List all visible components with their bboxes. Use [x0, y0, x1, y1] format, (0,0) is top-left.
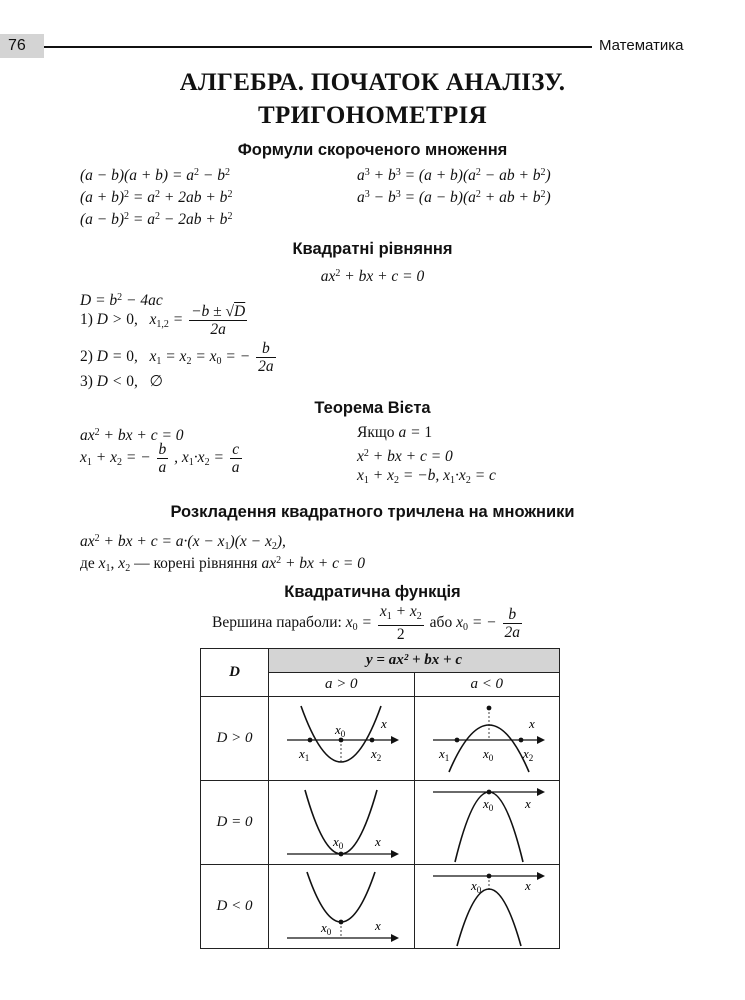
- dot-icon: [486, 705, 491, 710]
- dot-icon: [518, 737, 523, 742]
- label-x0: $x_0$: [333, 833, 344, 851]
- vieta-if-word: Якщо: [357, 424, 395, 441]
- subject-label: Математика: [599, 37, 684, 54]
- graph-cell-dpos-apos: [269, 697, 415, 781]
- vertex-or-word: або: [429, 614, 453, 631]
- label-x-axis: x: [524, 877, 531, 893]
- dot-icon: [339, 851, 344, 856]
- parabola-graph-dpos-aneg: [417, 698, 557, 780]
- dot-icon: [370, 737, 375, 742]
- vieta-reduced-equation: $x^2$ + bx + c = 0: [357, 448, 453, 465]
- graph-cell-dpos-aneg: [414, 697, 560, 781]
- page-title: [0, 66, 745, 132]
- title-line-2: ТРИГОНОМЕТРІЯ: [258, 102, 487, 129]
- formula-square-difference: $(a - b)^2 = a^2 - 2ab + b^2$: [80, 211, 233, 228]
- vieta-equation: $ax^2$ + bx + c = 0: [80, 427, 184, 444]
- page-number: 76: [0, 34, 44, 58]
- dot-icon: [486, 789, 491, 794]
- formula-sum-cubes: $a^3 + b^3 = (a + b)(a^2$ − ab + $b^2$): [357, 167, 551, 184]
- graph-cell-dzero-apos: [269, 781, 415, 865]
- formula-discriminant: $D = b^2 - 4ac$: [80, 292, 163, 309]
- label-x-axis: x: [524, 795, 531, 811]
- where-rest: — корені рівняння: [130, 555, 262, 572]
- header-a-positive: a > 0: [269, 673, 415, 697]
- header-a-negative: a < 0: [414, 673, 560, 697]
- section-title-quadratic-function: Квадратична функція: [284, 583, 461, 601]
- graph-cell-dneg-aneg: [414, 865, 560, 949]
- dot-icon: [308, 737, 313, 742]
- parabola-graph-dzero-apos: [271, 782, 411, 864]
- label-x0: $x_0$: [335, 721, 346, 739]
- row-label-d-zero: D = 0: [201, 781, 269, 865]
- formula-case-d-negative: 3) D < 0, ∅: [80, 373, 163, 390]
- vieta-relations: $x_1 + x_2$ = − $\frac{b}{a}$ , $x_1\cdot x_2$ = $\frac{c}{a}$: [80, 440, 240, 476]
- arrow-right-icon: [391, 736, 399, 744]
- label-x-axis: x: [528, 715, 535, 731]
- parabola-table: [200, 648, 560, 949]
- section-title-quadratic-equations: Квадратні рівняння: [292, 240, 453, 258]
- vieta-reduced-relations: $x_1 + x_2 = -b$, $x_1\cdot x_2 = c$: [357, 467, 496, 486]
- dot-icon: [454, 737, 459, 742]
- section-title-short-multiplication: Формули скороченого множення: [237, 141, 508, 159]
- formula-difference-cubes: $a^3 - b^3 = (a - b)(a^2$ + ab + $b^2$): [357, 189, 551, 206]
- formula-case-d-zero: 2) D = 0, $x_1 = x_2 = x_0$ = − $\frac{b}{2a}$: [80, 339, 274, 375]
- vieta-condition: Якщо a = 1: [357, 424, 433, 441]
- label-x2: $x_2$: [522, 745, 534, 763]
- formula-square-sum: $(a + b)^2 = a^2 + 2ab + b^2$: [80, 189, 233, 206]
- label-x-axis: x: [381, 715, 388, 731]
- row-label-d-negative: D < 0: [201, 865, 269, 949]
- label-x1: $x_1$: [438, 745, 450, 763]
- vertex-formula: Вершина параболи: $x_0$ = $\frac{x_1 + x_2}{2}$ або $x_0$ = − $\frac{b}{2a}$: [212, 603, 521, 644]
- parabola-curve: [457, 889, 521, 946]
- row-label-d-positive: D > 0: [201, 697, 269, 781]
- parabola-graph-dzero-aneg: [417, 782, 557, 864]
- header-rule: [44, 46, 592, 48]
- label-x0: $x_0$: [321, 919, 332, 937]
- arrow-right-icon: [537, 872, 545, 880]
- header-d: D: [201, 649, 269, 697]
- factorization-note: де $x_1$, $x_2$ — корені рівняння $ax^2$ + bx + c = 0: [80, 555, 365, 574]
- parabola-graph-dneg-apos: [271, 866, 411, 948]
- arrow-right-icon: [537, 736, 545, 744]
- arrow-right-icon: [537, 788, 545, 796]
- dot-icon: [339, 919, 344, 924]
- section-title-factorization: Розкладення квадратного тричлена на множники: [170, 503, 575, 521]
- label-x0: $x_0$: [482, 745, 494, 763]
- label-x0: $x_0$: [482, 795, 494, 813]
- formula-difference-squares: $(a - b)(a + b) = a^2 - b^2$: [80, 167, 230, 184]
- section-title-vieta: Теорема Вієта: [314, 399, 431, 417]
- label-x1: $x_1$: [299, 745, 310, 763]
- label-x-axis: x: [375, 833, 382, 849]
- header-function: y = ax² + bx + c: [269, 649, 560, 673]
- parabola-graph-dpos-apos: [271, 698, 411, 780]
- where-prefix: де: [80, 555, 95, 572]
- title-line-1: АЛГЕБРА. ПОЧАТОК АНАЛІЗУ.: [179, 69, 566, 96]
- parabola-curve: [307, 872, 375, 922]
- arrow-right-icon: [391, 850, 399, 858]
- formula-factorization: $ax^2$ + bx + $c = a\cdot(x - x_1)(x - x_2)$,: [80, 533, 286, 552]
- label-x-axis: x: [375, 917, 382, 933]
- parabola-graph-dneg-aneg: [417, 866, 557, 948]
- formula-case-d-positive: 1) D > 0, $x_{1,2}$ = $\frac{-b \pm √D}{2a}$: [80, 302, 246, 338]
- dot-icon: [486, 873, 491, 878]
- graph-cell-dneg-apos: [269, 865, 415, 949]
- label-x0: $x_0$: [470, 877, 482, 895]
- page-header: [0, 34, 745, 58]
- label-x2: $x_2$: [371, 745, 382, 763]
- vertex-label: Вершина параболи:: [212, 614, 342, 631]
- graph-cell-dzero-aneg: [414, 781, 560, 865]
- formula-quadratic-equation: $ax^2$ + bx + c = 0: [320, 268, 425, 285]
- arrow-right-icon: [391, 934, 399, 942]
